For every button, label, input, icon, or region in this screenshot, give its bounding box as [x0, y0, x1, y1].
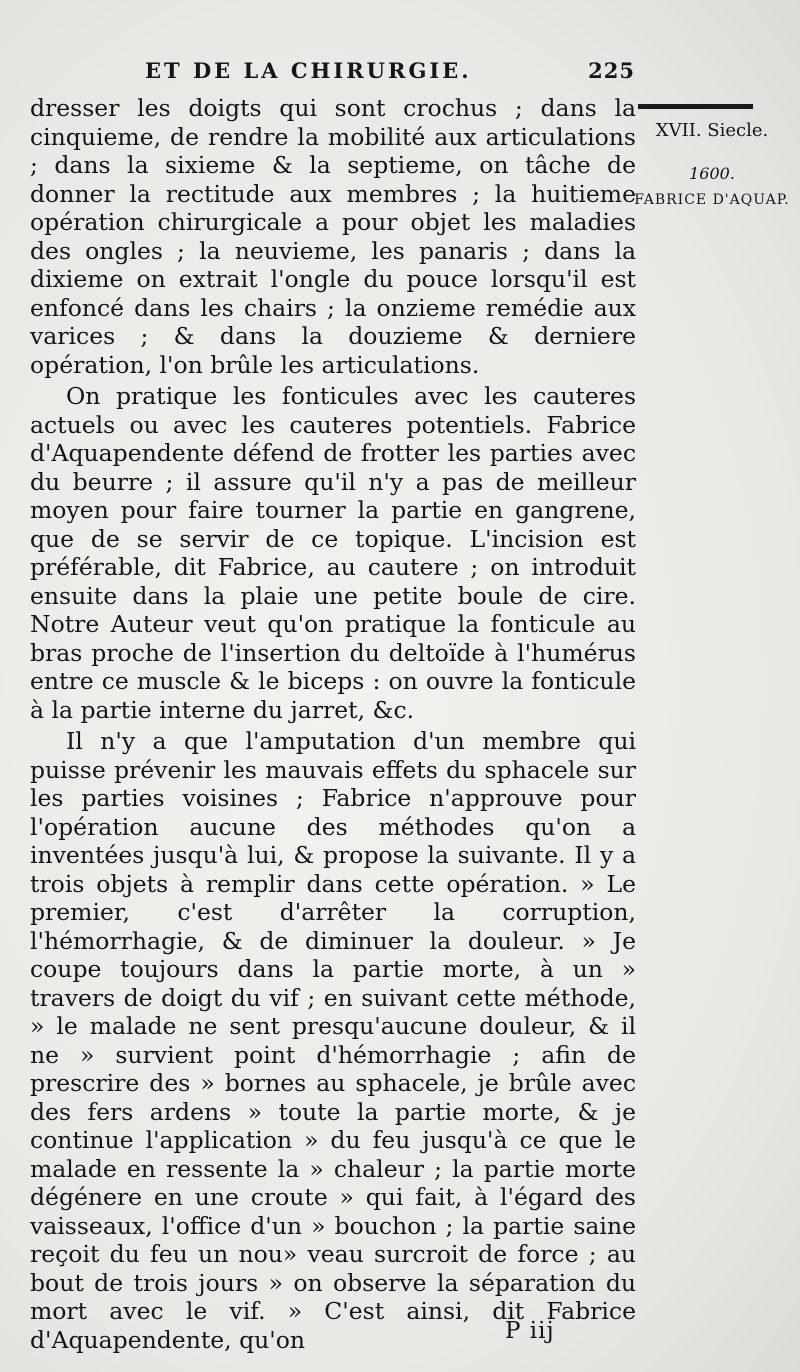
- signature-mark: P iij: [505, 1318, 555, 1344]
- running-header: [145, 58, 635, 90]
- margin-note-author: FABRICE D'AQUAP.: [634, 192, 790, 208]
- body-text: [30, 94, 636, 1354]
- page-number: 225: [588, 58, 635, 83]
- header-title: ET DE LA CHIRURGIE.: [145, 58, 472, 83]
- paragraph-3: Il n'y a que l'amputation d'un membre qui puisse prévenir les mauvais effets du sphacele sur les parties voisines ; Fabrice n'approuve pour l'opération aucune des méthodes qu'on a inventées jusqu'à lui, & propose la suivante. Il y a trois objets à remplir dans cette opération. » Le premier, c'est d'arrêter la corruption, l'hémorrhagie, & de diminuer la douleur. » Je coupe toujours dans la partie morte, à un » travers de doigt du vif ; en suivant cette méthode, » le malade ne sent presqu'aucune douleur, & il ne » survient point d'hémorrhagie ; afin de prescrire des » bornes au sphacele, je brûle avec des fers ardens » toute la partie morte, & je continue l'application » du feu jusqu'à ce que le malade en ressente la » chaleur ; la partie morte dégénere en une croute » qui fait, à l'égard des vaisseaux, l'office d'un » bouchon ; la partie saine reçoit du feu un nou» veau surcroit de force ; au bout de trois jours » on observe la séparation du mort avec le vif. » C'est ainsi, dit Fabrice d'Aquapendente, qu'on: [30, 727, 636, 1354]
- paragraph-1: dresser les doigts qui sont crochus ; dans la cinquieme, de rendre la mobilité aux articulations ; dans la sixieme & la septieme, on tâche de donner la rectitude aux membres ; la huitieme opération chirurgicale a pour objet les maladies des ongles ; la neuvieme, les panaris ; dans la dixieme on extrait l'ongle du pouce lorsqu'il est enfoncé dans les chairs ; la onzieme remédie aux varices ; & dans la douzieme & derniere opération, l'on brûle les articulations.: [30, 94, 636, 379]
- paragraph-2: On pratique les fonticules avec les cauteres actuels ou avec les cauteres potentiels. Fabrice d'Aquapendente défend de frotter les parties avec du beurre ; il assure qu'il n'y a pas de meilleur moyen pour faire tourner la partie en gangrene, que de se servir de ce topique. L'incision est préférable, dit Fabrice, au cautere ; on introduit ensuite dans la plaie une petite boule de cire. Notre Auteur veut qu'on pratique la fonticule au bras proche de l'insertion du deltoïde à l'humérus entre ce muscle & le biceps : on ouvre la fonticule à la partie interne du jarret, &c.: [30, 382, 636, 724]
- margin-note-century: XVII. Siecle.: [655, 120, 769, 141]
- margin-note-year: 1600.: [689, 164, 735, 183]
- margin-rule: [638, 104, 753, 109]
